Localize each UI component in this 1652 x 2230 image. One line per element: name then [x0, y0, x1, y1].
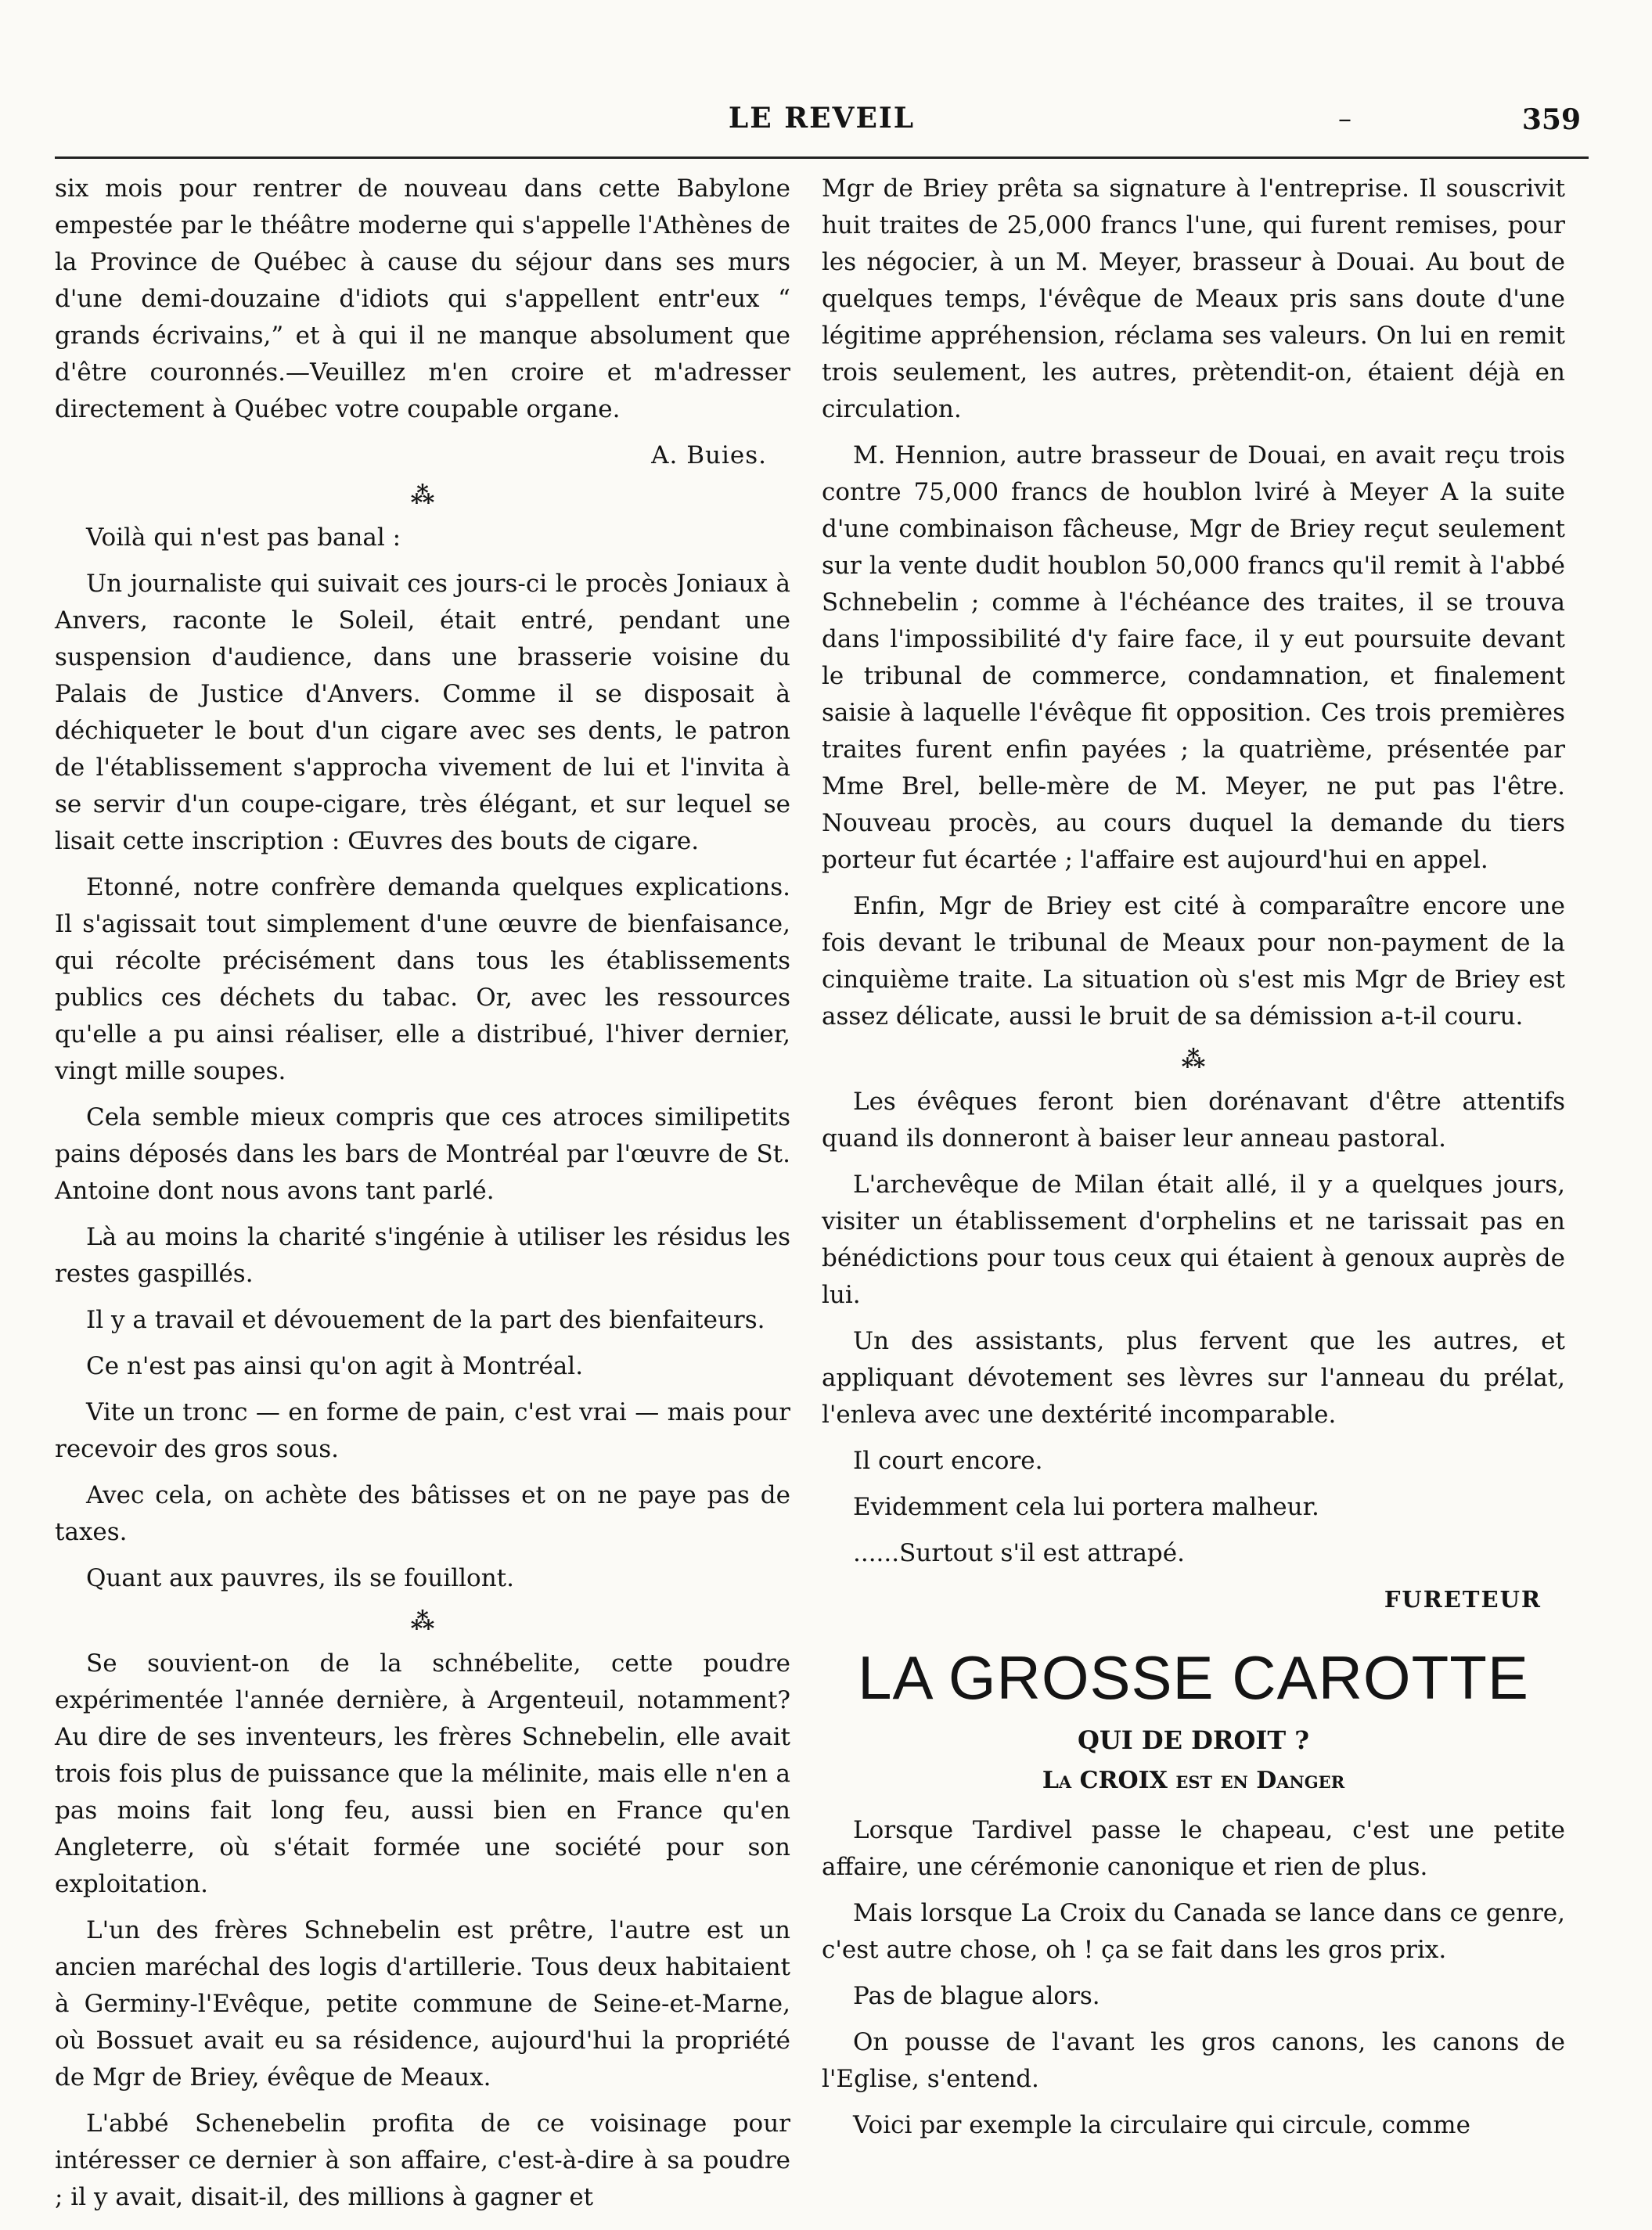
paragraph: Cela semble mieux compris que ces atroces similipetits pains déposés dans les bars de Montréal par l'œuvre de St. Antoine dont nous avons tant parlé. — [55, 1103, 790, 1205]
paragraph: Se souvient-on de la schnébelite, cette poudre expérimentée l'année dernière, à Argenteuil, notamment? Au dire de ses inventeurs, les frères Schnebelin, elle avait trois fois plus de puissance que la mélinite, mais elle n'en a pas moins fait long feu, aussi bien en France qu'en Angleterre, où s'était formée une société pour son exploitation. — [55, 1649, 790, 1898]
paragraph: Un des assistants, plus fervent que les autres, et appliquant dévotement ses lèvres sur l'anneau du prélat, l'enleva avec une dextérité incomparable. — [822, 1327, 1565, 1429]
paragraph: M. Hennion, autre brasseur de Douai, en avait reçu trois contre 75,000 francs de houblon lviré à Meyer A la suite d'une combinaison fâcheuse, Mgr de Briey reçut seulement sur la vente dudit houblon 50,000 francs qu'il remit à l'abbé Schnebelin ; comme à l'échéance des traites, il se trouva dans l'impossibilité d'y faire face, il y eut poursuite devant le tribunal de commerce, condamnation, et finalement saisie à laquelle l'évêque fit opposition. Ces trois premières traites furent enfin payées ; la quatrième, présentée par Mme Brel, belle-mère de M. Meyer, ne put pas l'être. Nouveau procès, au cours duquel la demande du tiers porteur fut écartée ; l'affaire est aujourd'hui en appel. — [822, 441, 1565, 874]
page-title: LE REVEIL — [728, 102, 916, 135]
asterism-separator: ⁂ — [1181, 1046, 1206, 1074]
page-header — [55, 94, 1589, 149]
paragraph: Pas de blague alors. — [853, 1982, 1100, 2010]
paragraph: Les évêques feront bien dorénavant d'être attentifs quand ils donneront à baiser leur anneau pastoral. — [822, 1088, 1565, 1153]
page-number: 359 — [1521, 103, 1581, 136]
article-subheading: QUI DE DROIT ? — [1077, 1725, 1310, 1755]
paragraph: Mgr de Briey prêta sa signature à l'entreprise. Il souscrivit huit traites de 25,000 francs l'une, qui furent remises, pour les négocier, à un M. Meyer, brasseur à Douai. Au bout de quelques temps, l'évêque de Meaux pris sans doute d'une légitime appréhension, réclama ses valeurs. On lui en remit trois seulement, les autres, prètendit-on, étaient déjà en circulation. — [822, 174, 1565, 423]
paragraph: Ce n'est pas ainsi qu'on agit à Montréal. — [86, 1352, 584, 1380]
paragraph: On pousse de l'avant les gros canons, les canons de l'Eglise, s'entend. — [822, 2028, 1565, 2093]
paragraph: Il y a travail et dévouement de la part des bienfaiteurs. — [86, 1306, 765, 1334]
header-dash: – — [1338, 103, 1351, 135]
paragraph: Voici par exemple la circulaire qui circule, comme — [853, 2111, 1470, 2139]
asterism-separator: ⁂ — [410, 1608, 435, 1635]
signature-fureteur: FURETEUR — [1384, 1586, 1542, 1613]
paragraph: Quant aux pauvres, ils se fouillont. — [86, 1564, 514, 1592]
article-subheading-secondary: La CROIX est en Danger — [1042, 1767, 1345, 1794]
paragraph: Avec cela, on achète des bâtisses et on ne paye pas de taxes. — [55, 1481, 790, 1546]
paragraph: Là au moins la charité s'ingénie à utiliser les résidus les restes gaspillés. — [55, 1223, 790, 1288]
paragraph: Etonné, notre confrère demanda quelques explications. Il s'agissait tout simplement d'une œuvre de bienfaisance, qui récolte précisément dans tous les établissements publics ces déchets du tabac. Or, avec les ressources qu'elle a pu ainsi réaliser, elle a distribué, l'hiver dernier, vingt mille soupes. — [55, 873, 790, 1085]
paragraph: Il court encore. — [853, 1447, 1043, 1475]
paragraph: Mais lorsque La Croix du Canada se lance dans ce genre, c'est autre chose, oh ! ça se fait dans les gros prix. — [822, 1899, 1565, 1964]
paragraph: Evidemment cela lui portera malheur. — [853, 1493, 1319, 1521]
paragraph: six mois pour rentrer de nouveau dans cette Babylone empestée par le théâtre moderne qui s'appelle l'Athènes de la Province de Québec à cause du séjour dans ses murs d'une demi-douzaine d'idiots qui s'appellent entr'eux “ grands écrivains,” et à qui il ne manque absolument que d'être couronnés.—Veuillez m'en croire et m'adresser directement à Québec votre coupable organe. — [55, 174, 790, 423]
paragraph: Lorsque Tardivel passe le chapeau, c'est une petite affaire, une cérémonie canonique et rien de plus. — [822, 1816, 1565, 1881]
paragraph: L'un des frères Schnebelin est prêtre, l'autre est un ancien maréchal des logis d'artillerie. Tous deux habitaient à Germiny-l'Evêque, petite commune de Seine-et-Marne, où Bossuet avait eu sa résidence, aujourd'hui la propriété de Mgr de Briey, évêque de Meaux. — [55, 1916, 790, 2092]
paragraph: L'abbé Schenebelin profita de ce voisinage pour intéresser ce dernier à son affaire, c'est-à-dire à sa poudre ; il y avait, disait-il, des millions à gagner et — [55, 2110, 790, 2211]
header-rule — [55, 156, 1589, 159]
paragraph: Enfin, Mgr de Briey est cité à comparaître encore une fois devant le tribunal de Meaux pour non-payment de la cinquième traite. La situation où s'est mis Mgr de Briey est assez délicate, aussi le bruit de sa démission a-t-il couru. — [822, 892, 1565, 1030]
paragraph: ......Surtout s'il est attrapé. — [853, 1539, 1185, 1567]
signature-buies: A. Buies. — [651, 441, 767, 469]
right-column — [822, 171, 1565, 2153]
paragraph: Un journaliste qui suivait ces jours-ci le procès Joniaux à Anvers, raconte le Soleil, était entré, pendant une suspension d'audience, dans une brasserie voisine du Palais de Justice d'Anvers. Comme il se disposait à déchiqueter le bout d'un cigare avec ses dents, le patron de l'établissement s'approcha vivement de lui et l'invita à se servir d'un coupe-cigare, très élégant, et sur lequel se lisait cette inscription : Œuvres des bouts de cigare. — [55, 570, 790, 855]
left-column — [55, 171, 790, 2225]
paragraph: Voilà qui n'est pas banal : — [86, 523, 401, 552]
article-headline: LA GROSSE CAROTTE — [858, 1643, 1529, 1712]
paragraph: Vite un tronc — en forme de pain, c'est vrai — mais pour recevoir des gros sous. — [55, 1398, 790, 1463]
paragraph: L'archevêque de Milan était allé, il y a quelques jours, visiter un établissement d'orphelins et ne tarissait pas en bénédictions pour tous ceux qui étaient à genoux auprès de lui. — [822, 1171, 1565, 1309]
asterism-separator: ⁂ — [410, 482, 435, 509]
